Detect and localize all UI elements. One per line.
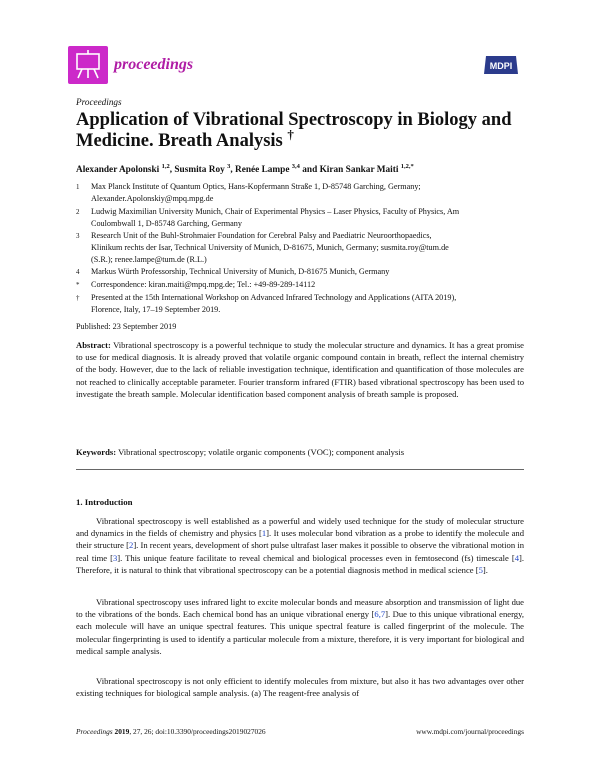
intro-paragraph-1: Vibrational spectroscopy is well established as a powerful and widely used technique for the study of molecular structure and dynamics in the fields of chemistry and physics [1]. It uses molecular bond vibration as a probe to identify the molecule and their structure [2]. In recent years, development of short pulse ultrafast laser makes it possible to observe the vibrational motion in real time [3]. This unique feature facilitate to reveal chemical and biological processes even in femtosecond (fs) timescale [4]. Therefore, it is natural to think that vibrational spectroscopy can be a potential diagnosis method in medical science [5].: [76, 516, 525, 575]
keywords-label: Keywords:: [76, 447, 117, 457]
author-separator: ,: [169, 165, 175, 175]
section-divider: [76, 469, 524, 470]
author-affil: 3,4: [291, 162, 300, 170]
citation-link[interactable]: 6,7: [374, 609, 386, 620]
author-name: Susmita Roy: [174, 165, 225, 175]
journal-name: Proceedings: [76, 97, 122, 107]
title-line-1: Application of Vibrational Spectroscopy in Biology and: [76, 110, 512, 130]
footer-citation: Proceedings 2019, 27, 26; doi:10.3390/proceedings2019027026: [76, 727, 266, 736]
title-line-2: Medicine. Breath Analysis: [76, 131, 283, 151]
keywords-text: Vibrational spectroscopy; volatile organic components (VOC); component analysis: [116, 447, 405, 457]
author-affil: 1,2,*: [400, 162, 414, 170]
abstract: [76, 339, 524, 400]
abstract-label: Abstract:: [76, 340, 111, 350]
author-affil: 1,2: [161, 162, 170, 170]
author-affil: 3: [227, 162, 231, 170]
svg-text:MDPI: MDPI: [489, 61, 513, 71]
intro-paragraph-3: Vibrational spectroscopy is not only efficient to identify molecules from mixture, but also it has two advantages over other existing techniques for biological sample analysis. (a) The reagent-free analysis of: [76, 676, 524, 699]
author-name: Alexander Apolonski: [76, 165, 160, 175]
published-date: Published: 23 September 2019: [76, 322, 177, 331]
mdpi-logo-icon: [482, 54, 520, 76]
section-heading: 1. Introduction: [76, 497, 133, 507]
citation-link[interactable]: 3: [112, 552, 118, 563]
keywords: [76, 446, 524, 458]
paper-title: [76, 110, 536, 152]
author-name: Kiran Sankar Maiti: [319, 165, 399, 175]
citation-link[interactable]: 2: [129, 540, 134, 551]
author-name: Renée Lampe: [234, 165, 290, 175]
author-list: [76, 162, 536, 175]
intro-paragraph-2: Vibrational spectroscopy uses infrared light to excite molecular bonds and measure absorption and transmission of light due to the vibrations of the bonds. Each chemical bond has an unique vibrational energy [6,7]. Due to this unique vibrational energy, each molecule will have an unique spectral features. This unique spectral feature is called fingerprint of the molecule. The molecular fingerprinting is used to identify a particular molecule from a mixture, therefore, it is very important for biological and medical sample analysis.: [76, 597, 524, 656]
footer-url[interactable]: www.mdpi.com/journal/proceedings: [416, 727, 524, 736]
citation-link[interactable]: 1: [261, 528, 267, 539]
proceedings-logo-icon: [68, 46, 108, 84]
abstract-text: Vibrational spectroscopy is a powerful technique to study the molecular structure and dynamics. It has a great promise to use for medical diagnosis. It is already proved that volatile organic compound contain in breath, reflect the internal chemistry of the body. However, due to the lack of reliable investigation technique, identification and quantification of those molecules are not reached to clinically acceptable parameter. Fourier transform infrared (FTIR) based vibrational spectroscopy has been used to investigate the breath sample. Molecular identification based component analysis of breath sample is proposed.: [76, 340, 524, 399]
author-separator: ,: [230, 165, 235, 175]
journal-logo-text: proceedings: [114, 56, 194, 73]
title-footnote-mark: †: [287, 126, 294, 142]
author-separator: and: [299, 165, 320, 175]
citation-link[interactable]: 5: [478, 564, 483, 575]
citation-link[interactable]: 4: [514, 552, 519, 563]
